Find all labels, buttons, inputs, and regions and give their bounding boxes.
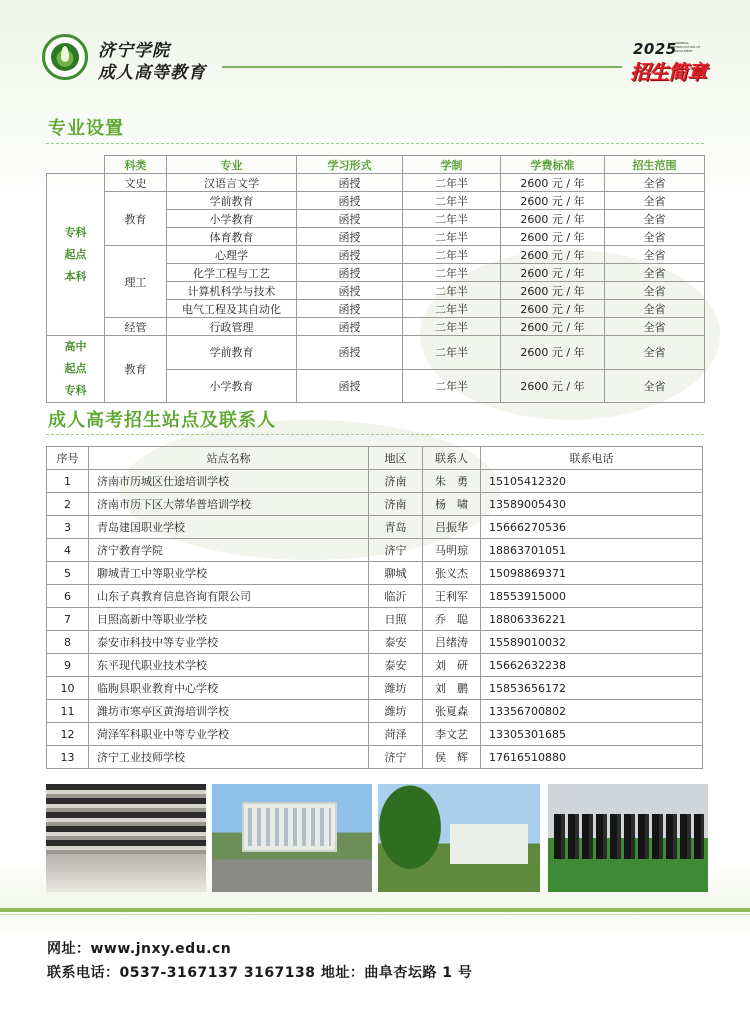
- major-cell: 电气工程及其自动化: [167, 300, 297, 318]
- major-cell: 小学教育: [167, 369, 297, 403]
- contact-cell: 杨 啸: [423, 493, 481, 516]
- row-number-cell: 2: [47, 493, 89, 516]
- fee-cell: 2600 元 / 年: [501, 192, 605, 210]
- table-header-row: [47, 156, 705, 174]
- scope-cell: 全省: [605, 246, 705, 264]
- row-number-cell: 10: [47, 677, 89, 700]
- phone-cell: 17616510880: [481, 746, 703, 769]
- row-number-cell: 4: [47, 539, 89, 562]
- contact-cell: 侯 辉: [423, 746, 481, 769]
- site-name-cell: 东平现代职业技术学校: [89, 654, 369, 677]
- campus-photo-trees: [378, 784, 540, 892]
- contact-cell: 乔 聪: [423, 608, 481, 631]
- form-cell: 函授: [297, 174, 403, 192]
- region-cell: 日照: [369, 608, 423, 631]
- length-cell: 二年半: [403, 228, 501, 246]
- phone-cell: 13589005430: [481, 493, 703, 516]
- table-row: [47, 562, 703, 585]
- table-row: [47, 585, 703, 608]
- length-cell: 二年半: [403, 336, 501, 370]
- region-cell: 济南: [369, 470, 423, 493]
- length-cell: 二年半: [403, 246, 501, 264]
- row-number-cell: 12: [47, 723, 89, 746]
- contact-cell: 张义杰: [423, 562, 481, 585]
- contact-cell: 刘 研: [423, 654, 481, 677]
- phone-cell: 15105412320: [481, 470, 703, 493]
- campus-photo-building: [212, 784, 372, 892]
- header: [0, 0, 750, 100]
- length-cell: 二年半: [403, 210, 501, 228]
- sites-section-title: 成人高考招生站点及联系人: [48, 410, 276, 431]
- table-row: [47, 318, 705, 336]
- site-name-cell: 潍坊市寒亭区黄海培训学校: [89, 700, 369, 723]
- table-row: [47, 336, 705, 370]
- fee-cell: 2600 元 / 年: [501, 336, 605, 370]
- scope-cell: 全省: [605, 192, 705, 210]
- contact-cell: 马明琼: [423, 539, 481, 562]
- site-name-cell: 济宁工业技师学校: [89, 746, 369, 769]
- level-label: 高中 起点 专科: [47, 336, 105, 403]
- section-divider: [46, 143, 704, 144]
- length-cell: 二年半: [403, 318, 501, 336]
- badge-subtitle: A GENERAL INTRODUCTION OF ENROLLMENT: [672, 41, 701, 53]
- header-cell: 联系人: [423, 447, 481, 470]
- row-number-cell: 8: [47, 631, 89, 654]
- row-number-cell: 11: [47, 700, 89, 723]
- table-header-row: [47, 447, 703, 470]
- table-row: [47, 246, 705, 264]
- fee-cell: 2600 元 / 年: [501, 264, 605, 282]
- table-row: [47, 470, 703, 493]
- site-name-cell: 山东子真教育信息咨询有限公司: [89, 585, 369, 608]
- contact-cell: 吕绪涛: [423, 631, 481, 654]
- site-name-cell: 日照高新中等职业学校: [89, 608, 369, 631]
- badge-title: 招生简章: [630, 60, 706, 84]
- campus-photo-graduation: [548, 784, 708, 892]
- table-row: [47, 746, 703, 769]
- site-name-cell: 济南市历城区仕途培训学校: [89, 470, 369, 493]
- length-cell: 二年半: [403, 300, 501, 318]
- major-cell: 学前教育: [167, 192, 297, 210]
- school-logo: [42, 34, 88, 80]
- header-cell: 招生范围: [605, 156, 705, 174]
- phone-cell: 18553915000: [481, 585, 703, 608]
- form-cell: 函授: [297, 336, 403, 370]
- category-cell: 教育: [105, 192, 167, 246]
- table-row: [47, 700, 703, 723]
- row-number-cell: 1: [47, 470, 89, 493]
- footer-contact: 联系电话：0537-3167137 3167138 地址：曲阜杏坛路 1 号: [47, 965, 473, 981]
- major-cell: 行政管理: [167, 318, 297, 336]
- footer-divider-thin: [0, 914, 750, 915]
- region-cell: 青岛: [369, 516, 423, 539]
- table-row: [47, 654, 703, 677]
- majors-section-title: 专业设置: [48, 118, 124, 139]
- major-cell: 小学教育: [167, 210, 297, 228]
- fee-cell: 2600 元 / 年: [501, 246, 605, 264]
- contact-cell: 李文艺: [423, 723, 481, 746]
- category-cell: 理工: [105, 246, 167, 318]
- row-number-cell: 7: [47, 608, 89, 631]
- length-cell: 二年半: [403, 264, 501, 282]
- site-name-cell: 泰安市科技中等专业学校: [89, 631, 369, 654]
- length-cell: 二年半: [403, 282, 501, 300]
- major-cell: 学前教育: [167, 336, 297, 370]
- row-number-cell: 3: [47, 516, 89, 539]
- table-row: [47, 608, 703, 631]
- category-cell: 经管: [105, 318, 167, 336]
- footer-website: 网址：www.jnxy.edu.cn: [47, 941, 232, 957]
- school-subtitle: 成人高等教育: [98, 63, 206, 83]
- major-cell: 心理学: [167, 246, 297, 264]
- header-cell: 序号: [47, 447, 89, 470]
- fee-cell: 2600 元 / 年: [501, 369, 605, 403]
- table-row: [47, 723, 703, 746]
- scope-cell: 全省: [605, 300, 705, 318]
- table-row: [47, 631, 703, 654]
- length-cell: 二年半: [403, 369, 501, 403]
- phone-cell: 15098869371: [481, 562, 703, 585]
- scope-cell: 全省: [605, 210, 705, 228]
- fee-cell: 2600 元 / 年: [501, 210, 605, 228]
- region-cell: 菏泽: [369, 723, 423, 746]
- phone-cell: 15853656172: [481, 677, 703, 700]
- site-name-cell: 菏泽军科职业中等专业学校: [89, 723, 369, 746]
- site-name-cell: 聊城青工中等职业学校: [89, 562, 369, 585]
- scope-cell: 全省: [605, 282, 705, 300]
- region-cell: 济宁: [369, 746, 423, 769]
- scope-cell: 全省: [605, 318, 705, 336]
- category-cell: 教育: [105, 336, 167, 403]
- contact-cell: 刘 鹏: [423, 677, 481, 700]
- header-cell: 联系电话: [481, 447, 703, 470]
- region-cell: 泰安: [369, 654, 423, 677]
- section-divider: [46, 434, 704, 435]
- scope-cell: 全省: [605, 228, 705, 246]
- header-cell: 地区: [369, 447, 423, 470]
- fee-cell: 2600 元 / 年: [501, 318, 605, 336]
- major-cell: 计算机科学与技术: [167, 282, 297, 300]
- form-cell: 函授: [297, 282, 403, 300]
- table-row: [47, 516, 703, 539]
- scope-cell: 全省: [605, 336, 705, 370]
- school-name: 济宁学院: [98, 41, 170, 61]
- scope-cell: 全省: [605, 264, 705, 282]
- site-name-cell: 青岛建国职业学校: [89, 516, 369, 539]
- header-divider: [222, 66, 622, 68]
- contact-cell: 王利军: [423, 585, 481, 608]
- table-row: [47, 677, 703, 700]
- badge-year: 2025: [633, 40, 677, 58]
- header-cell: 学制: [403, 156, 501, 174]
- table-row: [47, 174, 705, 192]
- region-cell: 济宁: [369, 539, 423, 562]
- region-cell: 临沂: [369, 585, 423, 608]
- fee-cell: 2600 元 / 年: [501, 228, 605, 246]
- table-row: [47, 192, 705, 210]
- length-cell: 二年半: [403, 192, 501, 210]
- fee-cell: 2600 元 / 年: [501, 300, 605, 318]
- header-cell: 学习形式: [297, 156, 403, 174]
- region-cell: 潍坊: [369, 700, 423, 723]
- phone-cell: 13356700802: [481, 700, 703, 723]
- phone-cell: 15662632238: [481, 654, 703, 677]
- region-cell: 聊城: [369, 562, 423, 585]
- major-cell: 化学工程与工艺: [167, 264, 297, 282]
- sites-table: [46, 446, 703, 769]
- phone-cell: 15589010032: [481, 631, 703, 654]
- phone-cell: 18863701051: [481, 539, 703, 562]
- fee-cell: 2600 元 / 年: [501, 282, 605, 300]
- form-cell: 函授: [297, 228, 403, 246]
- length-cell: 二年半: [403, 174, 501, 192]
- phone-cell: 18806336221: [481, 608, 703, 631]
- form-cell: 函授: [297, 300, 403, 318]
- site-name-cell: 济宁教育学院: [89, 539, 369, 562]
- form-cell: 函授: [297, 192, 403, 210]
- contact-cell: 朱 勇: [423, 470, 481, 493]
- category-cell: 文史: [105, 174, 167, 192]
- contact-cell: 吕振华: [423, 516, 481, 539]
- footer-divider: [0, 908, 750, 912]
- level-label: 专科 起点 本科: [47, 174, 105, 336]
- form-cell: 函授: [297, 264, 403, 282]
- major-cell: 汉语言文学: [167, 174, 297, 192]
- header-cell: 科类: [105, 156, 167, 174]
- region-cell: 潍坊: [369, 677, 423, 700]
- table-row: [47, 539, 703, 562]
- phone-cell: 15666270536: [481, 516, 703, 539]
- header-cell: 专业: [167, 156, 297, 174]
- row-number-cell: 5: [47, 562, 89, 585]
- form-cell: 函授: [297, 369, 403, 403]
- table-row: [47, 493, 703, 516]
- site-name-cell: 济南市历下区大蒂华普培训学校: [89, 493, 369, 516]
- site-name-cell: 临朐县职业教育中心学校: [89, 677, 369, 700]
- region-cell: 济南: [369, 493, 423, 516]
- phone-cell: 13305301685: [481, 723, 703, 746]
- campus-photo-library: [46, 784, 206, 892]
- form-cell: 函授: [297, 210, 403, 228]
- contact-cell: 张夏森: [423, 700, 481, 723]
- header-cell: 站点名称: [89, 447, 369, 470]
- scope-cell: 全省: [605, 174, 705, 192]
- fee-cell: 2600 元 / 年: [501, 174, 605, 192]
- form-cell: 函授: [297, 246, 403, 264]
- row-number-cell: 6: [47, 585, 89, 608]
- major-cell: 体育教育: [167, 228, 297, 246]
- region-cell: 泰安: [369, 631, 423, 654]
- row-number-cell: 9: [47, 654, 89, 677]
- scope-cell: 全省: [605, 369, 705, 403]
- row-number-cell: 13: [47, 746, 89, 769]
- majors-table: [46, 155, 705, 403]
- form-cell: 函授: [297, 318, 403, 336]
- header-cell: 学费标准: [501, 156, 605, 174]
